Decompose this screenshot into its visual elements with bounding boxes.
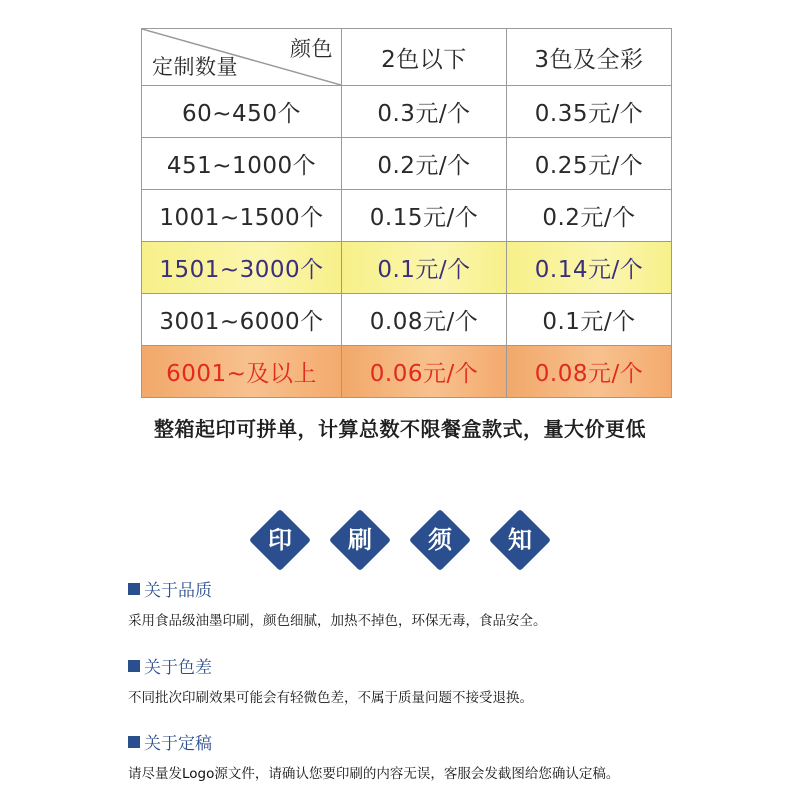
section-body: 请尽量发Logo源文件，请确认您要印刷的内容无误，客服会发截图给您确认定稿。 xyxy=(128,766,620,782)
table-row xyxy=(142,138,672,190)
section-body: 不同批次印刷效果可能会有轻微色差，不属于质量问题不接受退换。 xyxy=(128,690,533,706)
header-three-colors: 3色及全彩 xyxy=(507,29,672,86)
table-header-row xyxy=(142,29,672,86)
corner-color-label: 颜色 xyxy=(290,37,333,61)
notice-diamond xyxy=(332,512,388,568)
notice-diamond xyxy=(492,512,548,568)
qty-cell: 3001~6000个 xyxy=(142,294,342,346)
square-bullet-icon xyxy=(128,736,140,748)
notice-char: 印 xyxy=(268,526,292,554)
section-title xyxy=(128,729,768,754)
price-3-cell: 0.2元/个 xyxy=(507,190,672,242)
bulk-note: 整箱起印可拼单，计算总数不限餐盒款式，量大价更低 xyxy=(154,417,646,441)
section-quality xyxy=(128,576,768,629)
notice-diamond xyxy=(252,512,308,568)
printing-notice-title xyxy=(0,512,800,568)
notice-diamond xyxy=(412,512,468,568)
price-table xyxy=(141,28,672,398)
section-body: 采用食品级油墨印刷，颜色细腻，加热不掉色，环保无毒，食品安全。 xyxy=(128,613,547,629)
table-row xyxy=(142,190,672,242)
notice-char: 刷 xyxy=(348,526,372,554)
qty-cell: 451~1000个 xyxy=(142,138,342,190)
corner-cell xyxy=(142,29,342,86)
table-row xyxy=(142,294,672,346)
section-title xyxy=(128,576,768,601)
section-title-text: 关于品质 xyxy=(144,581,212,601)
square-bullet-icon xyxy=(128,583,140,595)
section-title-text: 关于色差 xyxy=(144,658,212,678)
price-2-cell: 0.3元/个 xyxy=(342,86,507,138)
price-3-cell: 0.14元/个 xyxy=(507,242,672,294)
table-row-highlight-yellow xyxy=(142,242,672,294)
qty-cell: 6001~及以上 xyxy=(142,346,342,398)
price-2-cell: 0.2元/个 xyxy=(342,138,507,190)
square-bullet-icon xyxy=(128,660,140,672)
qty-cell: 1001~1500个 xyxy=(142,190,342,242)
header-two-colors: 2色以下 xyxy=(342,29,507,86)
table-row-highlight-orange xyxy=(142,346,672,398)
price-3-cell: 0.08元/个 xyxy=(507,346,672,398)
price-3-cell: 0.1元/个 xyxy=(507,294,672,346)
table-row xyxy=(142,86,672,138)
section-finalize xyxy=(128,729,768,782)
section-title xyxy=(128,653,768,678)
qty-cell: 1501~3000个 xyxy=(142,242,342,294)
notice-char: 须 xyxy=(428,526,452,554)
notice-char: 知 xyxy=(508,526,532,554)
qty-cell: 60~450个 xyxy=(142,86,342,138)
price-3-cell: 0.25元/个 xyxy=(507,138,672,190)
price-2-cell: 0.06元/个 xyxy=(342,346,507,398)
price-2-cell: 0.1元/个 xyxy=(342,242,507,294)
price-3-cell: 0.35元/个 xyxy=(507,86,672,138)
price-2-cell: 0.08元/个 xyxy=(342,294,507,346)
section-color-difference xyxy=(128,653,768,706)
section-title-text: 关于定稿 xyxy=(144,734,212,754)
price-2-cell: 0.15元/个 xyxy=(342,190,507,242)
corner-quantity-label: 定制数量 xyxy=(152,55,238,79)
